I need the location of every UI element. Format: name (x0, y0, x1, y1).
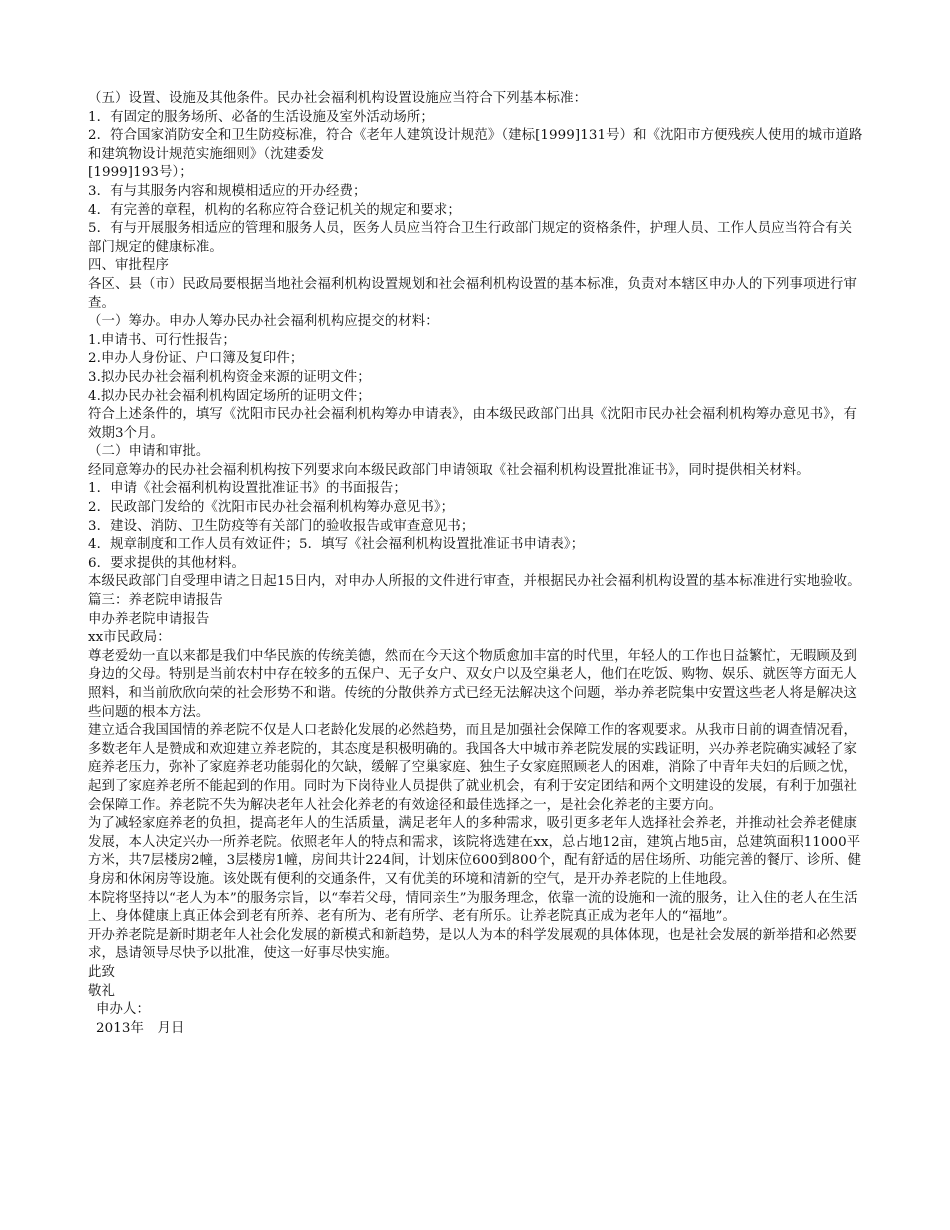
paragraph: 4.拟办民办社会福利机构固定场所的证明文件； (88, 388, 371, 404)
paragraph: 建立适合我国国情的养老院不仅是人口老龄化发展的必然趋势，而且是加强社会保障工作的客观要求。从我市日前的调查情况看，多数老年人是赞成和欢迎建立养老院的，其态度是积极明确的。我国各大中城市养老院发展的实践证明，兴办养老院确实减轻了家庭养老压力，弥补了家庭养老功能弱化的欠缺，缓解了空巢家庭、独生子女家庭照顾老人的困难，消除了中青年夫妇的后顾之忧，起到了家庭养老所不能起到的作用。同时为下岗待业人员提供了就业机会，有利于安定团结和两个文明建设的发展，有利于加强社会保障工作。养老院不失为解决老年人社会化养老的有效途径和最佳选择之一，是社会化养老的主要方向。 (88, 723, 857, 813)
date-line: 2013年 月日 (96, 1020, 185, 1036)
paragraph: 3．建设、消防、卫生防疫等有关部门的验收报告或审查意见书； (88, 518, 475, 534)
paragraph: 尊老爱幼一直以来都是我们中华民族的传统美德，然而在今天这个物质愈加丰富的时代里，年轻人的工作也日益繁忙，无暇顾及到身边的父母。特别是当前农村中存在较多的五保户、无子女户、双女户以及空巢老人，他们在吃饭、购物、娱乐、就医等方面无人照料，和当前欣欣向荣的社会形势不和谐。传统的分散供养方式已经无法解决这个问题，举办养老院集中安置这些老人将是解决这些问题的根本方法。 (88, 648, 857, 720)
applicant-signature: 申办人： (96, 1002, 150, 1018)
closing-line: 敬礼 (88, 983, 115, 999)
paragraph: 2．民政部门发给的《沈阳市民办社会福利机构筹办意见书》； (88, 500, 455, 516)
paragraph: 5．有与开展服务相适应的管理和服务人员，医务人员应当符合卫生行政部门规定的资格条件，护理人员、工作人员应当符合有关部门规定的健康标准。 (88, 221, 853, 255)
paragraph: 本级民政部门自受理申请之日起15日内，对申办人所报的文件进行审查，并根据民办社会福利机构设置的基本标准进行实地验收。篇三：养老院申请报告 (88, 574, 861, 609)
paragraph: 2．符合国家消防安全和卫生防疫标准，符合《老年人建筑设计规范》（建标[1999]131号）和《沈阳市方便残疾人使用的城市道路和建筑物设计规范实施细则》（沈建委发 (88, 128, 863, 162)
paragraph: 1．有固定的服务场所、必备的生活设施及室外活动场所； (88, 109, 434, 125)
paragraph: 4．有完善的章程，机构的名称应符合登记机关的规定和要求； (88, 202, 461, 218)
paragraph: （二）申请和审批。 (88, 444, 210, 460)
paragraph: 为了减轻家庭养老的负担，提高老年人的生活质量，满足老年人的多种需求，吸引更多老年人选择社会养老，并推动社会养老健康发展，本人决定兴办一所养老院。依照老年人的特点和需求，该院将选建在xx，总占地12亩，建筑占地5亩，总建筑面积11000平方米，共7层楼房2幢，3层楼房1幢，房间共计224间，计划床位600到800个，配有舒适的居住场所、功能完善的餐厅、诊所、健身房和休闲房等设施。该处既有便利的交通条件，又有优美的环境和清新的空气，是开办养老院的上佳地段。 (88, 816, 862, 887)
paragraph: 本院将坚持以“老人为本”的服务宗旨，以“奉若父母，情同亲生”为服务理念，依靠一流的设施和一流的服务，让入住的老人在生活上、身体健康上真正体会到老有所养、老有所为、老有所学、老有所乐。让养老院真正成为老年人的“福地”。 (88, 890, 858, 925)
document-body (88, 90, 863, 1038)
section-heading: 四、审批程序 (88, 258, 169, 274)
paragraph: 3.拟办民办社会福利机构资金来源的证明文件； (88, 369, 371, 385)
paragraph: 符合上述条件的，填写《沈阳市民办社会福利机构筹办申请表》，由本级民政部门出具《沈阳市民办社会福利机构筹办意见书》，有效期3个月。 (88, 407, 858, 441)
report-title: 申办养老院申请报告 (88, 611, 210, 627)
paragraph: [1999]193号）； (88, 165, 193, 181)
paragraph: 经同意筹办的民办社会福利机构按下列要求向本级民政部门申请领取《社会福利机构设置批准证书》，同时提供相关材料。 (88, 462, 810, 478)
paragraph: 6．要求提供的其他材料。 (88, 555, 246, 571)
paragraph: 3．有与其服务内容和规模相适应的开办经费； (88, 183, 367, 199)
paragraph: 各区、县（市）民政局要根据当地社会福利机构设置规划和社会福利机构设置的基本标准，负责对本辖区申办人的下列事项进行审查。 (88, 276, 857, 311)
paragraph: 4．规章制度和工作人员有效证件；5．填写《社会福利机构设置批准证书申请表》； (88, 537, 585, 553)
paragraph: 1.申请书、可行性报告； (88, 332, 236, 348)
paragraph: 1．申请《社会福利机构设置批准证书》的书面报告； (88, 481, 407, 497)
paragraph: 2.申办人身份证、户口簿及复印件； (88, 351, 304, 367)
addressee: xx市民政局： (88, 630, 171, 646)
paragraph: （一）筹办。申办人筹办民办社会福利机构应提交的材料： (88, 314, 439, 330)
paragraph: 开办养老院是新时期老年人社会化发展的新模式和新趋势，是以人为本的科学发展观的具体体现，也是社会发展的新举措和必然要求，恳请领导尽快予以批准，使这一好事尽快实施。 (88, 927, 857, 962)
paragraph: （五）设置、设施及其他条件。民办社会福利机构设置设施应当符合下列基本标准： (88, 91, 588, 106)
closing-line: 此致 (88, 964, 115, 980)
